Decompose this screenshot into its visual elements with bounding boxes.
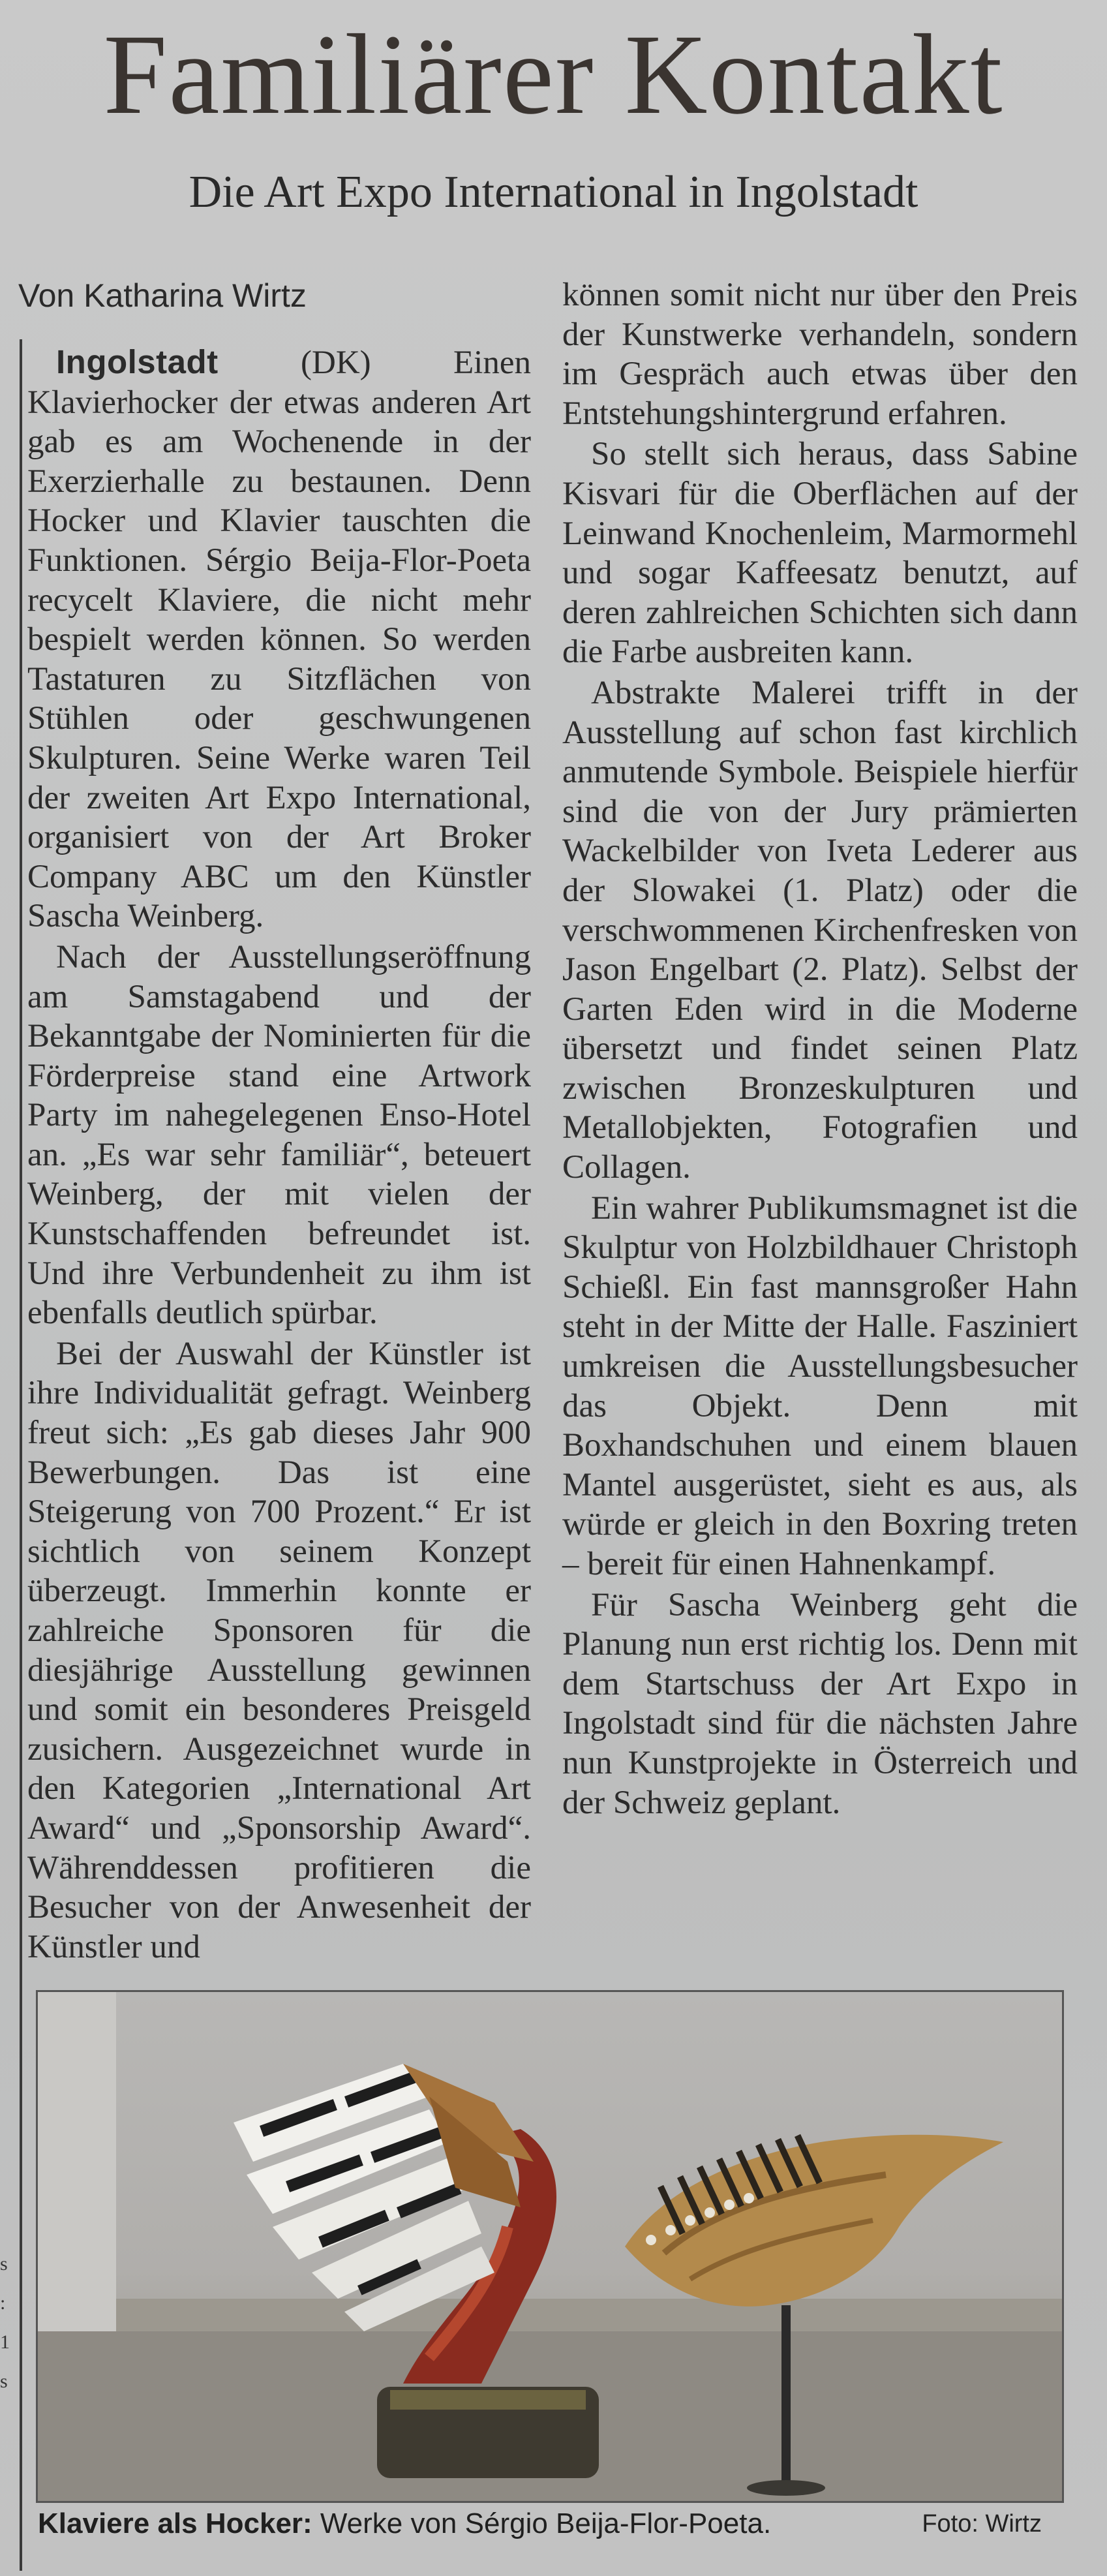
edge-mark: 1 bbox=[0, 2331, 10, 2353]
paragraph-7: Ein wahrer Publikumsmagnet ist die Skulptur von Holzbildhauer Christoph Schießl. Ein fast mannsgroßer Hahn steht in der Mitte der Halle. Fasziniert umkreisen die Ausstellungsbesucher das Objekt. Denn mit Boxhandschuhen und einem blauen Mantel ausgerüstet, sieht es aus, als würde er gleich in den Boxring treten – bereit für einen Hahnenkampf. bbox=[562, 1189, 1078, 1582]
article-photo bbox=[36, 1990, 1064, 2503]
article-column-2 bbox=[562, 275, 1078, 1824]
paragraph-5: So stellt sich heraus, dass Sabine Kisvari für die Oberflächen auf der Leinwand Knochenleim, Marmormehl und sogar Kaffeesatz benutzt, auf deren zahlreichen Schichten sich dann die Farbe ausbreiten kann. bbox=[562, 436, 1078, 671]
edge-marks bbox=[0, 2245, 13, 2401]
paragraph-3: Bei der Auswahl der Künstler ist ihre Individualität gefragt. Weinberg freut sich: „Es gab dieses Jahr 900 Bewerbungen. Das ist eine Steigerung von 700 Prozent.“ Er ist sichtlich von seinem Konzept überzeugt. Immerhin konnte er zahlreiche Sponsoren für die diesjährige Ausstellung gewinnen und somit ein besonderes Preisgeld zusichern. Ausgezeichnet wurde in den Kategorien „International Art Award“ und „Sponsorship Award“. Währenddessen profitieren die Besucher von der Anwesenheit der Künstler und bbox=[27, 1335, 531, 1965]
article-headline: Familiärer Kontakt bbox=[103, 11, 1004, 138]
article-subheadline: Die Art Expo International in Ingolstadt bbox=[189, 167, 918, 217]
paragraph-4: können somit nicht nur über den Preis der Kunstwerke verhandeln, sondern im Gespräch auch etwas über den Entstehungshintergrund erfahren. bbox=[562, 277, 1078, 432]
paragraph-8: Für Sascha Weinberg geht die Planung nun erst richtig los. Denn mit dem Startschuss der Art Expo in Ingolstadt sind für die nächsten Jahre nun Kunstprojekte in Österreich und der Schweiz geplant. bbox=[562, 1586, 1078, 1821]
paragraph-1 bbox=[27, 343, 531, 936]
article-column-1 bbox=[27, 343, 531, 1968]
paragraph-1-text: (DK) Einen Klavierhocker der etwas anderen Art gab es am Wochenende in der Exerzierhalle zu bestaunen. Denn Hocker und Klavier tauschten die Funktionen. Sérgio Beija-Flor-Poeta recycelt Klaviere, die nicht mehr bespielt werden können. So werden Tastaturen zu Sitzflächen von Stühlen oder geschwungenen Skulpturen. Seine Werke waren Teil der zweiten Art Expo International, organisiert von der Art Broker Company ABC um den Künstler Sascha Weinberg. bbox=[27, 345, 531, 935]
paragraph-2: Nach der Ausstellungseröffnung am Samstagabend und der Bekanntgabe der Nominierten für die Förderpreise stand eine Artwork Party im nahegelegenen Enso-Hotel an. „Es war sehr familiär“, beteuert Weinberg, der mit vielen der Kunstschaffenden befreundet ist. Und ihre Verbundenheit zu ihm ist ebenfalls deutlich spürbar. bbox=[27, 938, 531, 1332]
photo-credit: Foto: Wirtz bbox=[922, 2510, 1042, 2538]
edge-mark: s bbox=[0, 2253, 8, 2275]
caption-text: Werke von Sérgio Beija-Flor-Poeta. bbox=[312, 2507, 772, 2539]
edge-mark: : bbox=[0, 2292, 6, 2314]
left-column-rule bbox=[20, 339, 22, 2571]
sculpture-photo-illustration bbox=[38, 1992, 1062, 2501]
photo-caption bbox=[38, 2504, 1069, 2543]
edge-mark: s bbox=[0, 2370, 8, 2392]
dateline: Ingolstadt bbox=[56, 343, 219, 380]
article-byline: Von Katharina Wirtz bbox=[18, 277, 307, 314]
caption-lead: Klaviere als Hocker: bbox=[38, 2507, 312, 2539]
paragraph-6: Abstrakte Malerei trifft in der Ausstellung auf schon fast kirchlich anmutende Symbole. Beispiele hierfür sind die von der Jury prämierten Wackelbilder von Iveta Lederer aus der Slowakei (1. Platz) oder die verschwommenen Kirchenfresken von Jason Engelbart (2. Platz). Selbst der Garten Eden wird in die Moderne übersetzt und findet seinen Platz zwischen Bronzeskulpturen und Metallobjekten, Fotografien und Collagen. bbox=[562, 674, 1078, 1186]
